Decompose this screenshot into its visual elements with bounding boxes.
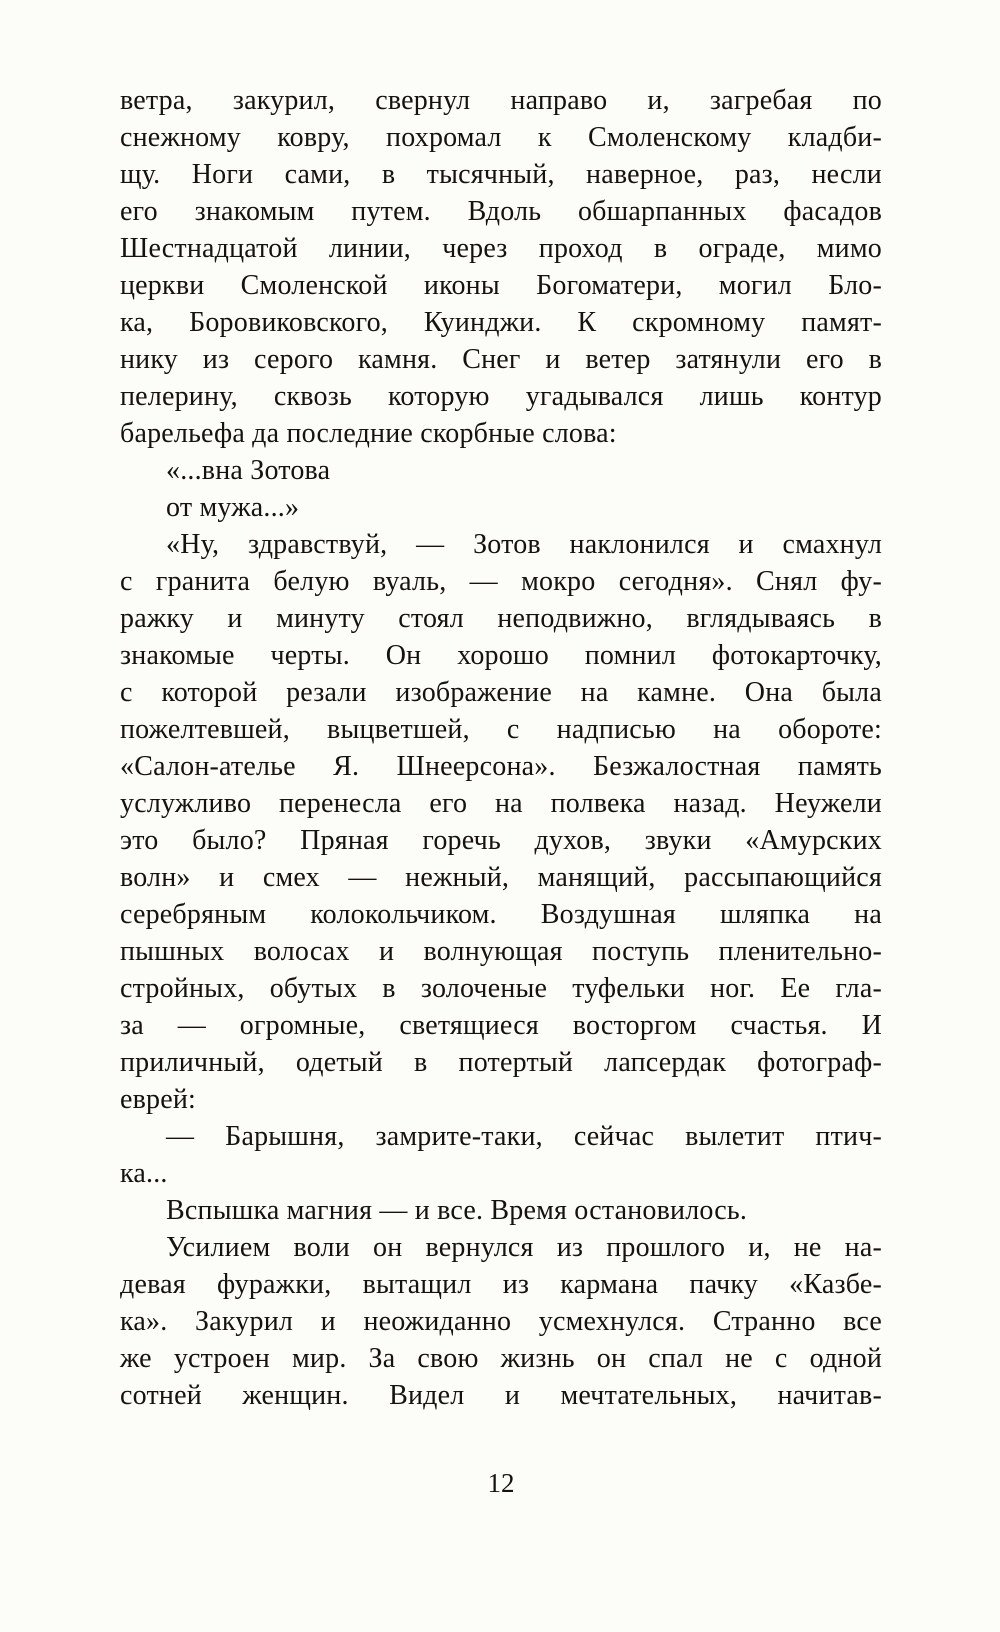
text-line: пожелтевшей, выцветшей, с надписью на обороте:: [120, 714, 882, 745]
text-line: ка, Боровиковского, Куинджи. К скромному памят-: [120, 307, 882, 338]
text-line: Шестнадцатой линии, через проход в ограде, мимо: [120, 233, 882, 264]
text-line: Усилием воли он вернулся из прошлого и, не на-: [166, 1232, 882, 1263]
text-line: это было? Пряная горечь духов, звуки «Амурских: [120, 825, 882, 856]
text-line: нику из серого камня. Снег и ветер затянули его в: [120, 344, 882, 375]
text-line: серебряным колокольчиком. Воздушная шляпка на: [120, 899, 882, 930]
text-line: «...вна Зотова: [166, 455, 331, 486]
text-line: девая фуражки, вытащил из кармана пачку «Казбе-: [120, 1269, 882, 1300]
text-line: еврей:: [120, 1084, 197, 1115]
text-line: за — огромные, светящиеся восторгом счастья. И: [120, 1010, 882, 1041]
text-line: щу. Ноги сами, в тысячный, наверное, раз, несли: [120, 159, 882, 190]
text-line: пелерину, сквозь которую угадывался лишь контур: [120, 381, 882, 412]
text-line: знакомые черты. Он хорошо помнил фотокарточку,: [120, 640, 882, 671]
text-line: «Салон-ателье Я. Шнеерсона». Безжалостная память: [120, 751, 882, 782]
text-block: [120, 82, 882, 1414]
text-line: с которой резали изображение на камне. Она была: [120, 677, 882, 708]
text-line: — Барышня, замрите-таки, сейчас вылетит птич-: [166, 1121, 882, 1152]
page-number: 12: [487, 1468, 515, 1498]
text-line: ражку и минуту стоял неподвижно, вглядываясь в: [120, 603, 882, 634]
text-line: от мужа...»: [166, 492, 300, 523]
text-line: с гранита белую вуаль, — мокро сегодня». Снял фу-: [120, 566, 882, 597]
text-line: сотней женщин. Видел и мечтательных, начитав-: [120, 1380, 882, 1411]
text-line: его знакомым путем. Вдоль обшарпанных фасадов: [120, 196, 882, 227]
text-line: волн» и смех — нежный, манящий, рассыпающийся: [120, 862, 882, 893]
text-line: приличный, одетый в потертый лапсердак фотограф-: [120, 1047, 882, 1078]
text-line: ка». Закурил и неожиданно усмехнулся. Странно все: [120, 1306, 882, 1337]
text-line: снежному ковру, похромал к Смоленскому кладби-: [120, 122, 882, 153]
text-line: «Ну, здравствуй, — Зотов наклонился и смахнул: [166, 529, 882, 560]
text-line: стройных, обутых в золоченые туфельки ног. Ее гла-: [120, 973, 882, 1004]
text-line: ка...: [120, 1158, 168, 1189]
text-line: ветра, закурил, свернул направо и, загребая по: [120, 85, 882, 116]
text-line: Вспышка магния — и все. Время остановилось.: [166, 1195, 748, 1226]
text-line: церкви Смоленской иконы Богоматери, могил Бло-: [120, 270, 882, 301]
text-line: барельефа да последние скорбные слова:: [120, 418, 617, 449]
text-line: пышных волосах и волнующая поступь пленительно-: [120, 936, 882, 967]
text-line: услужливо перенесла его на полвека назад. Неужели: [120, 788, 882, 819]
text-line: же устроен мир. За свою жизнь он спал не с одной: [120, 1343, 882, 1374]
